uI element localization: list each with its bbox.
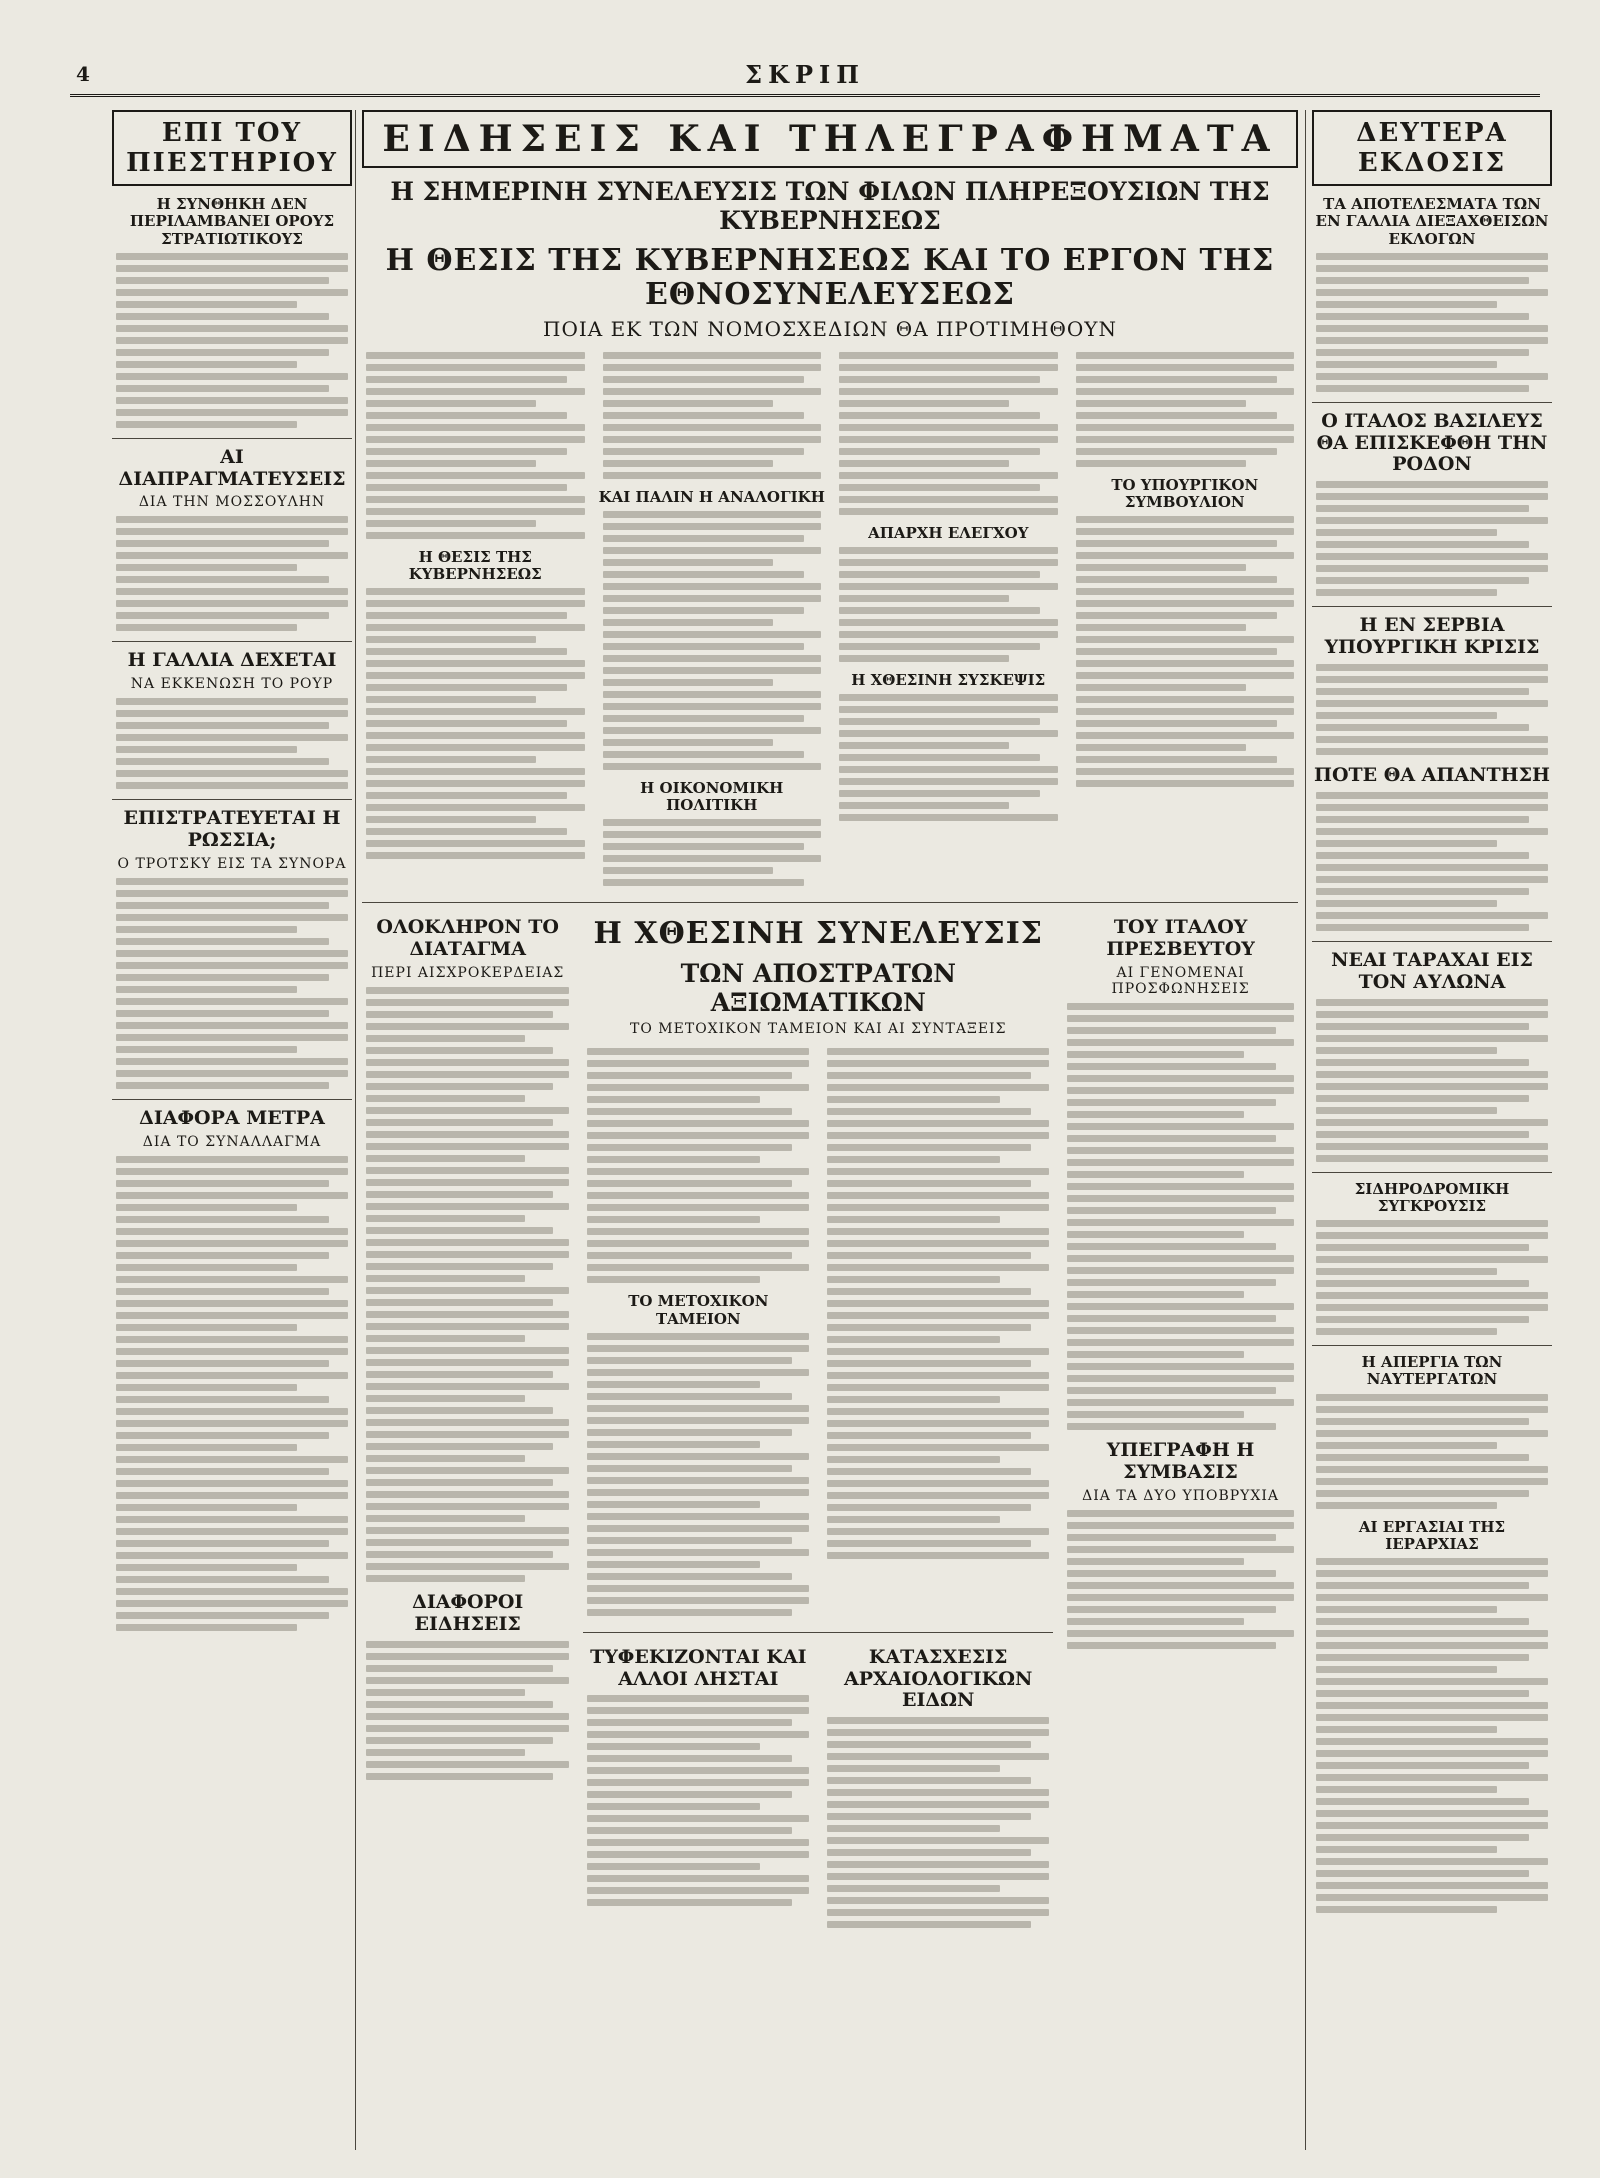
newspaper-name: ΣΚΡΙΠ <box>745 60 865 89</box>
article-body-placeholder <box>116 878 348 1089</box>
article-subtitle: Ο ΤΡΟΤΣΚΥ ΕΙΣ ΤΑ ΣΥΝΟΡΑ <box>117 855 347 872</box>
section-title: ΤΟ ΜΕΤΟΧΙΚΟΝ ΤΑΜΕΙΟΝ <box>628 1292 769 1328</box>
left-column <box>112 110 352 2150</box>
lead-subtitle: ΠΟΙΑ ΕΚ ΤΩΝ ΝΟΜΟΣΧΕΔΙΩΝ ΘΑ ΠΡΟΤΙΜΗΘΟΥΝ <box>543 316 1117 341</box>
section-title: ΑΠΑΡΧΗ ΕΛΕΓΧΟΥ <box>868 523 1029 542</box>
article-subtitle: ΠΕΡΙ ΑΙΣΧΡΟΚΕΡΔΕΙΑΣ <box>371 964 565 981</box>
column-rule <box>1305 110 1306 2150</box>
article-title: ΠΟΤΕ ΘΑ ΑΠΑΝΤΗΣΗ <box>1314 763 1550 786</box>
article-title: ΔΙΑΦΟΡΟΙ ΕΙΔΗΣΕΙΣ <box>412 1590 524 1635</box>
article-title: ΟΛΟΚΛΗΡΟΝ ΤΟ ΔΙΑΤΑΓΜΑ <box>376 916 559 961</box>
page-number: 4 <box>76 62 90 86</box>
article-subtitle: ΔΙΑ ΤΑ ΔΥΟ ΥΠΟΒΡΥΧΙΑ <box>1082 1487 1280 1504</box>
section-title: ΚΑΙ ΠΑΛΙΝ Η ΑΝΑΛΟΓΙΚΗ <box>598 487 825 506</box>
center-banner: ΕΙΔΗΣΕΙΣ ΚΑΙ ΤΗΛΕΓΡΑΦΗΜΑΤΑ <box>362 110 1298 168</box>
article-title: ΑΙ ΕΡΓΑΣΙΑΙ ΤΗΣ ΙΕΡΑΡΧΙΑΣ <box>1358 1517 1506 1553</box>
masthead <box>70 60 1540 97</box>
article-body-placeholder <box>116 698 348 789</box>
right-banner: ΔΕΥΤΕΡΑ ΕΚΔΟΣΙΣ <box>1312 110 1552 186</box>
article-title: ΑΙ ΔΙΑΠΡΑΓΜΑΤΕΥΣΕΙΣ <box>118 445 346 490</box>
article-subtitle: ΤΩΝ ΑΠΟΣΤΡΑΤΩΝ ΑΞΙΩΜΑΤΙΚΩΝ <box>680 958 956 1017</box>
right-column <box>1312 110 1552 2150</box>
article-title: ΔΙΑΦΟΡΑ ΜΕΤΡΑ <box>139 1106 325 1129</box>
lead-kicker: Η ΣΗΜΕΡΙΝΗ ΣΥΝΕΛΕΥΣΙΣ ΤΩΝ ΦΙΛΩΝ ΠΛΗΡΕΞΟΥΣΙΩΝ ΤΗΣ ΚΥΒΕΡΝΗΣΕΩΣ <box>390 177 1270 235</box>
section-title: Η ΘΕΣΙΣ ΤΗΣ ΚΥΒΕΡΝΗΣΕΩΣ <box>408 547 542 583</box>
left-banner: ΕΠΙ ΤΟΥ ΠΙΕΣΤΗΡΙΟΥ <box>112 110 352 186</box>
article-title: Η ΑΠΕΡΓΙΑ ΤΩΝ ΝΑΥΤΕΡΓΑΤΩΝ <box>1361 1353 1503 1389</box>
article-subtitle: ΔΙΑ ΤΗΝ ΜΟΣΣΟΥΛΗΝ <box>138 494 326 511</box>
article-title: ΤΟΥ ΙΤΑΛΟΥ ΠΡΕΣΒΕΥΤΟΥ <box>1106 916 1255 961</box>
article-title: Ο ΙΤΑΛΟΣ ΒΑΣΙΛΕΥΣ ΘΑ ΕΠΙΣΚΕΦΘΗ ΤΗΝ ΡΟΔΟΝ <box>1316 409 1548 476</box>
lower-columns <box>362 909 1298 1938</box>
article-title: ΝΕΑΙ ΤΑΡΑΧΑΙ ΕΙΣ ΤΟΝ ΑΥΛΩΝΑ <box>1331 948 1533 993</box>
lead-columns <box>362 347 1298 897</box>
lead-title: Η ΘΕΣΙΣ ΤΗΣ ΚΥΒΕΡΝΗΣΕΩΣ ΚΑΙ ΤΟ ΕΡΓΟΝ ΤΗΣ ΕΘΝΟΣΥΝΕΛΕΥΣΕΩΣ <box>385 242 1275 312</box>
article-subtitle: ΑΙ ΓΕΝΟΜΕΝΑΙ ΠΡΟΣΦΩΝΗΣΕΙΣ <box>1111 964 1250 997</box>
article-body-placeholder <box>116 1156 348 1631</box>
article-subtitle: ΔΙΑ ΤΟ ΣΥΝΑΛΛΑΓΜΑ <box>142 1133 322 1150</box>
article-title: Η ΕΝ ΣΕΡΒΙΑ ΥΠΟΥΡΓΙΚΗ ΚΡΙΣΙΣ <box>1324 614 1540 659</box>
article-title: Η ΣΥΝΘΗΚΗ ΔΕΝ ΠΕΡΙΛΑΜΒΑΝΕΙ ΟΡΟΥΣ ΣΤΡΑΤΙΩΤΙΚΟΥΣ <box>129 195 335 248</box>
article-title: ΤΑ ΑΠΟΤΕΛΕΣΜΑΤΑ ΤΩΝ ΕΝ ΓΑΛΛΙΑ ΔΙΕΞΑΧΘΕΙΣΩΝ ΕΚΛΟΓΩΝ <box>1315 195 1549 248</box>
article-title: ΕΠΙΣΤΡΑΤΕΥΕΤΑΙ Η ΡΩΣΣΙΑ; <box>123 807 341 852</box>
section-title: Η ΧΘΕΣΙΝΗ ΣΥΣΚΕΨΙΣ <box>851 670 1046 689</box>
article-body-placeholder <box>116 516 348 631</box>
article-kicker: ΤΟ ΜΕΤΟΧΙΚΟΝ ΤΑΜΕΙΟΝ ΚΑΙ ΑΙ ΣΥΝΤΑΞΕΙΣ <box>630 1021 1007 1038</box>
article-subtitle: ΝΑ ΕΚΚΕΝΩΣΗ ΤΟ ΡΟΥΡ <box>130 676 334 693</box>
article-title: ΚΑΤΑΣΧΕΣΙΣ ΑΡΧΑΙΟΛΟΓΙΚΩΝ ΕΙΔΩΝ <box>843 1645 1033 1712</box>
article-body-placeholder <box>116 253 348 428</box>
column-rule <box>355 110 356 2150</box>
article-title: Η ΓΑΛΛΙΑ ΔΕΧΕΤΑΙ <box>127 649 337 672</box>
section-title: Η ΟΙΚΟΝΟΜΙΚΗ ΠΟΛΙΤΙΚΗ <box>640 778 784 814</box>
article-title: ΤΥΦΕΚΙΖΟΝΤΑΙ ΚΑΙ ΑΛΛΟΙ ΛΗΣΤΑΙ <box>590 1645 807 1690</box>
article-title: ΥΠΕΓΡΑΦΗ Η ΣΥΜΒΑΣΙΣ <box>1106 1438 1255 1483</box>
section-title: ΤΟ ΥΠΟΥΡΓΙΚΟΝ ΣΥΜΒΟΥΛΙΟΝ <box>1111 475 1259 511</box>
article-title: ΣΙΔΗΡΟΔΡΟΜΙΚΗ ΣΥΓΚΡΟΥΣΙΣ <box>1354 1179 1510 1215</box>
center-column <box>362 110 1298 2150</box>
article-title: Η ΧΘΕΣΙΝΗ ΣΥΝΕΛΕΥΣΙΣ <box>593 916 1043 952</box>
